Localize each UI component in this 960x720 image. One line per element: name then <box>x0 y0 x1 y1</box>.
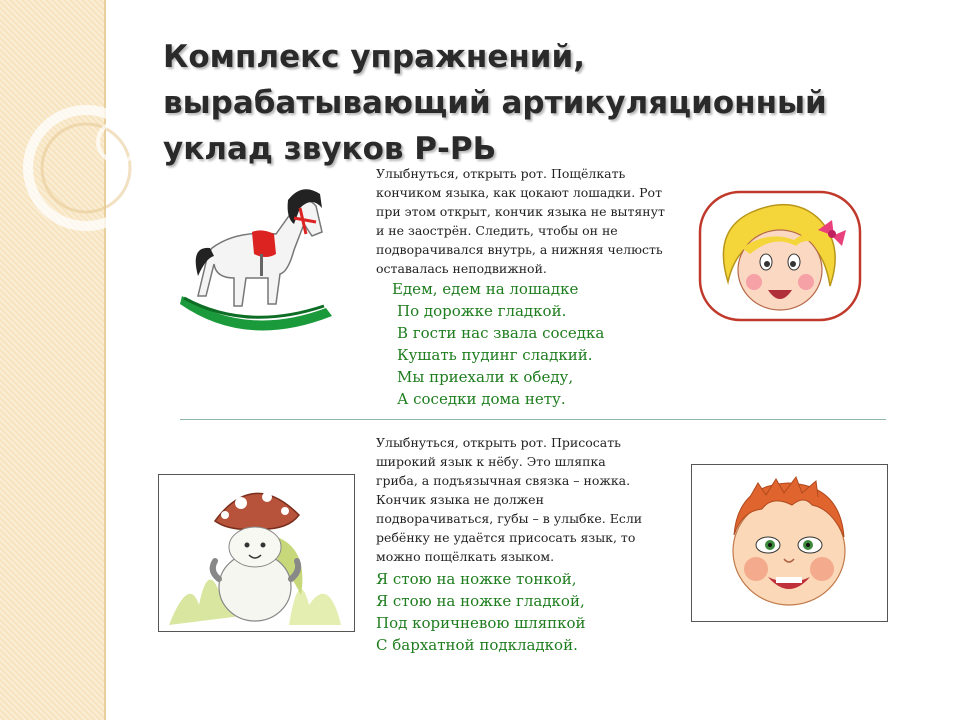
description-line: Улыбнуться, открыть рот. Пощёлкать <box>376 166 626 181</box>
poem-line: Мы приехали к обеду, <box>397 368 574 386</box>
poem-line: Под коричневою шляпкой <box>376 614 586 632</box>
description-line: ребёнку не удаётся присосать язык, то <box>376 530 636 545</box>
description-line: кончиком языка, как цокают лошадки. Рот <box>376 185 662 200</box>
title-line: уклад звуков Р-РЬ <box>163 131 497 167</box>
title-line: Комплекс упражнений, <box>163 39 585 75</box>
section-divider <box>180 419 886 420</box>
description-line: гриба, а подъязычная связка – ножка. <box>376 473 631 488</box>
description-line: подворачивался внутрь, а нижняя челюсть <box>376 242 663 257</box>
exercise-2-description <box>376 433 642 566</box>
description-line: оставалась неподвижной. <box>376 261 547 276</box>
boy-face-icon <box>692 465 887 621</box>
poem-line: А соседки дома нету. <box>397 390 566 408</box>
exercise-2-poem <box>376 568 586 656</box>
slide-title <box>163 34 883 172</box>
description-line: при этом открыт, кончик языка не вытянут <box>376 204 665 219</box>
poem-line: Едем, едем на лошадке <box>392 280 579 298</box>
poem-line: По дорожке гладкой. <box>397 302 567 320</box>
description-line: Кончик языка не должен <box>376 492 544 507</box>
exercise-1-poem <box>392 278 604 410</box>
description-line: широкий язык к нёбу. Это шляпка <box>376 454 606 469</box>
girl-face-icon <box>698 190 862 322</box>
mushroom-icon <box>159 475 354 631</box>
description-line: Улыбнуться, открыть рот. Присосать <box>376 435 621 450</box>
poem-line: Кушать пудинг сладкий. <box>397 346 593 364</box>
mushroom-picture-frame <box>158 474 355 632</box>
exercise-1-description <box>376 164 665 278</box>
poem-line: В гости нас звала соседка <box>397 324 605 342</box>
rocking-horse-icon <box>176 178 344 346</box>
boy-picture-frame <box>691 464 888 622</box>
poem-line: Я стою на ножке тонкой, <box>376 570 577 588</box>
description-line: и не заострён. Следить, чтобы он не <box>376 223 618 238</box>
poem-line: С бархатной подкладкой. <box>376 636 578 654</box>
description-line: можно пощёлкать языком. <box>376 549 555 564</box>
poem-line: Я стою на ножке гладкой, <box>376 592 585 610</box>
description-line: подворачиваться, губы – в улыбке. Если <box>376 511 643 526</box>
title-line: вырабатывающий артикуляционный <box>163 85 827 121</box>
